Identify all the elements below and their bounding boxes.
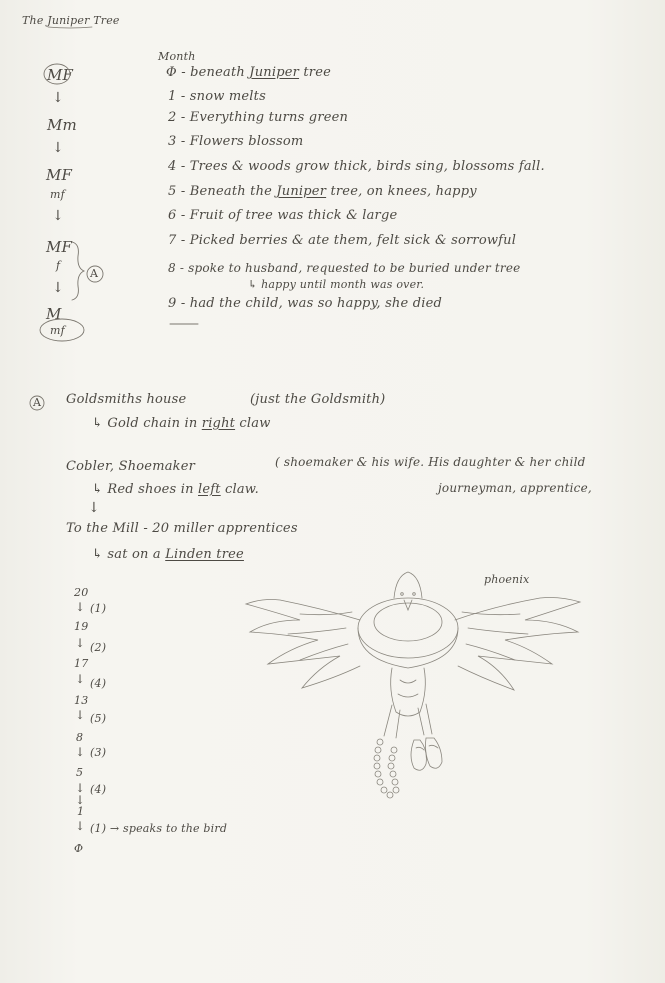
countdown-number: 19	[74, 620, 89, 633]
month-row: 2 - Everything turns green	[168, 110, 349, 125]
section-a-label: A	[33, 396, 42, 409]
month-8-subnote: ↳ happy until month was over.	[248, 278, 425, 291]
title-underline	[48, 27, 92, 28]
month-number: Φ	[166, 65, 177, 80]
countdown-number: 17	[74, 657, 89, 670]
month-number: 4	[168, 159, 177, 174]
family-node-sub: mf	[50, 324, 65, 337]
countdown-note: (2)	[90, 641, 107, 654]
down-arrow-icon: ↓	[52, 90, 64, 106]
cobler-note-2: journeyman, apprentice,	[438, 481, 592, 495]
family-node-sub: mf	[50, 188, 65, 201]
phoenix-label: phoenix	[484, 573, 530, 586]
countdown-number: 1	[77, 805, 85, 818]
countdown-number: 8	[76, 731, 84, 744]
family-circle-label: A	[90, 267, 99, 280]
countdown-note: (1)	[90, 602, 107, 615]
down-arrow-icon: ↓	[75, 600, 86, 614]
month-row: 6 - Fruit of tree was thick & large	[168, 208, 398, 223]
month-row: 7 - Picked berries & ate them, felt sick & sorrowful	[168, 233, 517, 248]
family-node: Mm	[47, 116, 77, 134]
linden-line: ↳ sat on a Linden tree	[92, 547, 244, 562]
countdown-number: 13	[74, 694, 89, 707]
circle-a-section	[30, 396, 44, 410]
cobler-note: ( shoemaker & his wife. His daughter & her child	[275, 455, 586, 469]
month-number: 8	[168, 261, 176, 275]
phoenix-sketch	[246, 572, 580, 798]
countdown-number: 20	[74, 586, 89, 599]
month-row: Φ - beneath Juniper tree	[166, 65, 332, 80]
goldsmith-note: (just the Goldsmith)	[250, 392, 386, 407]
cobler-heading: Cobler, Shoemaker	[66, 459, 196, 474]
brace	[72, 242, 84, 300]
family-oval	[40, 319, 84, 341]
circle-a-family	[87, 266, 103, 282]
month-row: 8 - spoke to husband, requested to be buried under tree	[168, 261, 521, 275]
family-node: MF	[46, 238, 73, 256]
month-row: 5 - Beneath the Juniper tree, on knees, happy	[168, 184, 477, 199]
mill-heading: To the Mill - 20 miller apprentices	[66, 521, 298, 536]
month-row: 9 - had the child, was so happy, she died	[168, 296, 443, 311]
month-number: 5	[168, 184, 177, 199]
countdown-note: (5)	[90, 712, 107, 725]
down-arrow-icon: ↓	[75, 636, 86, 650]
countdown-note: (1) → speaks to the bird	[90, 822, 228, 835]
down-arrow-icon: ↓	[52, 140, 64, 156]
down-arrow-icon: ↓	[52, 208, 64, 224]
family-node: MF	[46, 166, 73, 184]
month-number: 3	[168, 134, 177, 149]
down-arrow-icon: ↓	[88, 500, 100, 516]
family-node: MF	[47, 66, 74, 84]
month-number: 2	[168, 110, 177, 125]
down-arrow-icon: ↓	[75, 672, 86, 686]
month-row: 3 - Flowers blossom	[168, 134, 304, 149]
down-arrow-icon: ↓	[75, 781, 86, 795]
down-arrow-icon: ↓	[75, 819, 86, 833]
countdown-note: (4)	[90, 677, 107, 690]
red-shoes-line: ↳ Red shoes in left claw.	[92, 482, 259, 497]
countdown-number: 5	[76, 766, 84, 779]
countdown-number: Φ	[74, 842, 84, 855]
goldsmith-heading: Goldsmiths house	[66, 392, 187, 407]
down-arrow-icon: ↓	[75, 745, 86, 759]
family-node-sub: f	[56, 259, 61, 272]
down-arrow-icon: ↓	[75, 793, 86, 807]
countdown-note: (4)	[90, 783, 107, 796]
down-arrow-icon: ↓	[75, 708, 86, 722]
month-row: 1 - snow melts	[168, 89, 266, 104]
countdown-note: (3)	[90, 746, 107, 759]
down-arrow-icon: ↓	[52, 280, 64, 296]
gold-chain-line: ↳ Gold chain in right claw	[92, 416, 271, 431]
family-circle	[44, 64, 70, 84]
month-number: 6	[168, 208, 177, 223]
month-header: Month	[158, 50, 196, 63]
month-number: 7	[168, 233, 177, 248]
month-number: 9	[168, 296, 177, 311]
page-title: The Juniper Tree	[22, 14, 120, 27]
family-node: M	[46, 305, 62, 323]
month-row: 4 - Trees & woods grow thick, birds sing, blossoms fall.	[168, 159, 545, 174]
month-number: 1	[168, 89, 177, 104]
